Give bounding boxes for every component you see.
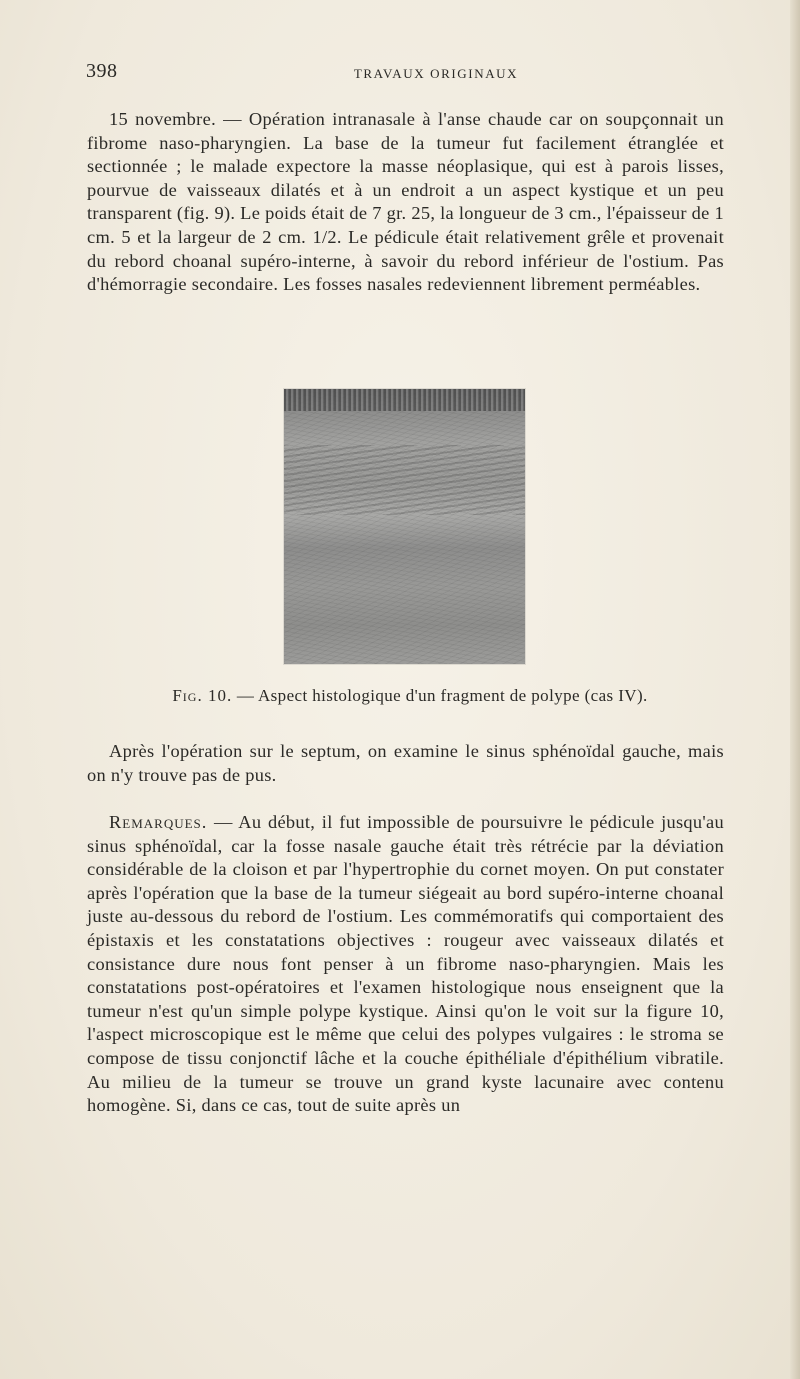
page-header (86, 60, 726, 84)
histology-figure-image (284, 389, 525, 664)
figure-stroma-texture (284, 445, 525, 515)
remarques-label: Remarques. (109, 812, 208, 832)
figure-label: Fig. 10. (172, 686, 233, 705)
figure-caption (0, 686, 800, 706)
paragraph-text: 15 novembre. — Opération intranasale à l'anse chaude car on soupçonnait un fibrome naso-pharyngien. La base de la tumeur fut facilement étranglée et sectionnée ; le malade expectore la masse néoplasique, qui est à parois lisses, pourvue de vaisseaux dilatés et à un endroit a un aspect kystique et un peu transparent (fig. 9). Le poids était de 7 gr. 25, la longueur de 3 cm., l'épaisseur de 1 cm. 5 et la largeur de 2 cm. 1/2. Le pédicule était relativement grêle et provenait du rebord choanal supéro-interne, à savoir du rebord inférieur de l'ostium. Pas d'hémorragie secondaire. Les fosses nasales redeviennent librement perméables. (87, 109, 724, 295)
paragraph-septum (87, 740, 724, 787)
paragraph-text (87, 811, 724, 1118)
paragraph-text: Après l'opération sur le septum, on examine le sinus sphénoïdal gauche, mais on n'y trouve pas de pus. (87, 741, 724, 785)
paragraph-operation (87, 108, 724, 297)
remarques-text: — Au début, il fut impossible de poursuivre le pédicule jusqu'au sinus sphénoïdal, car la fosse nasale gauche était très rétrécie par la déviation considérable de la cloison et par l'hypertrophie du cornet moyen. On put constater après l'opération que la base de la tumeur siégeait au bord supéro-interne choanal juste au-dessous du rebord de l'ostium. Les commémoratifs qui comportaient des épistaxis et les constatations objectives : rougeur avec vaisseaux dilatés et consistance dure nous font penser à un fibrome naso-pharyngien. Mais les constatations post-opératoires et l'examen histologique nous enseignent que la tumeur n'est qu'un simple polype kystique. Ainsi qu'on le voit sur la figure 10, l'aspect microscopique est le même que celui des polypes vulgaires : le stroma se compose de tissu conjonctif lâche et la couche épithéliale d'épithélium vibratile. Au milieu de la tumeur se trouve un grand kyste lacunaire avec contenu homogène. Si, dans ce cas, tout de suite après un (87, 812, 724, 1116)
figure-epithelium-layer (284, 389, 525, 411)
running-title: TRAVAUX ORIGINAUX (353, 66, 519, 81)
page-number: 398 (86, 60, 118, 82)
paragraph-remarques (87, 811, 724, 1118)
figure-caption-text: — Aspect histologique d'un fragment de polype (cas IV). (236, 686, 648, 705)
